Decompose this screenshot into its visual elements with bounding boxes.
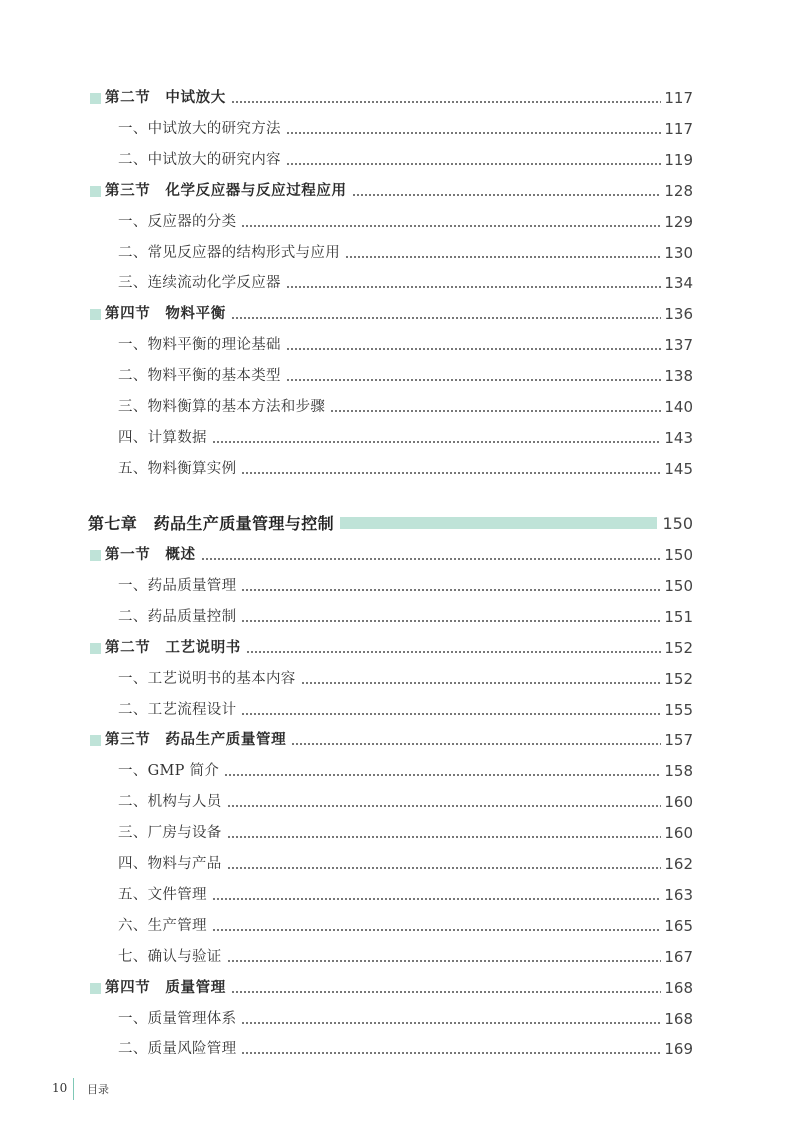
entry-title: 五、物料衡算实例 (118, 460, 237, 477)
entry-page-number: 169 (664, 1040, 693, 1059)
toc-section-entry[interactable] (0, 84, 800, 108)
toc-item-entry[interactable] (0, 1035, 800, 1059)
toc-section-entry[interactable] (0, 634, 800, 658)
toc-item-entry[interactable] (0, 881, 800, 905)
page-footer (0, 1078, 800, 1100)
entry-title: 第四节 质量管理 (105, 978, 226, 996)
entry-title: 第二节 工艺说明书 (105, 638, 241, 656)
dot-leader (201, 558, 662, 560)
dot-leader (227, 867, 662, 869)
toc-item-entry[interactable] (0, 850, 800, 874)
toc-section-entry[interactable] (0, 177, 800, 201)
dot-leader (352, 194, 662, 196)
entry-title: 二、工艺流程设计 (118, 701, 237, 718)
toc-item-entry[interactable] (0, 572, 800, 596)
dot-leader (227, 805, 662, 807)
entry-page-number: 150 (664, 546, 693, 564)
dot-leader (227, 960, 662, 962)
dot-leader (241, 472, 661, 474)
entry-title: 三、物料衡算的基本方法和步骤 (118, 399, 326, 415)
entry-page-number: 155 (664, 700, 693, 719)
folio-number: 10 (52, 1081, 68, 1095)
toc-item-entry[interactable] (0, 819, 800, 843)
entry-title: 第三节 化学反应器与反应过程应用 (105, 181, 347, 199)
entry-title: 三、厂房与设备 (118, 825, 222, 842)
toc-item-entry[interactable] (0, 146, 800, 170)
section-marker-icon (90, 93, 101, 104)
entry-page-number: 160 (664, 793, 693, 812)
entry-title: 五、文件管理 (118, 886, 207, 903)
dot-leader (291, 743, 661, 745)
dot-leader (224, 774, 661, 776)
entry-title: 四、计算数据 (118, 429, 207, 446)
entry-page-number: 145 (664, 459, 693, 478)
entry-page-number: 128 (664, 181, 693, 200)
dot-leader (246, 651, 661, 653)
dot-leader (345, 256, 661, 258)
section-marker-icon (90, 983, 101, 994)
entry-page-number: 151 (664, 607, 693, 626)
entry-page-number: 119 (664, 150, 693, 169)
toc-section-entry[interactable] (0, 541, 800, 565)
entry-page-number: 167 (664, 947, 693, 966)
chapter-page-number: 150 (662, 514, 693, 533)
dot-leader (227, 836, 662, 838)
entry-title: 第一节 概述 (105, 546, 196, 563)
entry-page-number: 129 (664, 212, 693, 231)
section-marker-icon (90, 735, 101, 746)
toc-item-entry[interactable] (0, 788, 800, 812)
dot-leader (286, 348, 662, 350)
entry-page-number: 168 (664, 1009, 693, 1028)
entry-page-number: 150 (664, 576, 693, 595)
dot-leader (231, 991, 662, 993)
entry-page-number: 138 (664, 367, 693, 386)
dot-leader (212, 929, 662, 931)
entry-title: 二、药品质量控制 (118, 608, 237, 625)
entry-page-number: 160 (664, 824, 693, 843)
dot-leader (212, 898, 662, 900)
entry-title: 二、质量风险管理 (118, 1041, 237, 1058)
dot-leader (241, 1022, 661, 1024)
entry-page-number: 163 (664, 885, 693, 904)
dot-leader (330, 410, 661, 412)
entry-title: 二、中试放大的研究内容 (118, 151, 281, 168)
dot-leader (286, 286, 662, 288)
toc-section-entry[interactable] (0, 726, 800, 750)
entry-title: 一、质量管理体系 (118, 1010, 237, 1027)
entry-title: 六、生产管理 (118, 917, 207, 934)
dot-leader (231, 317, 662, 319)
entry-page-number: 117 (664, 89, 693, 107)
entry-title: 一、药品质量管理 (118, 577, 237, 594)
entry-page-number: 143 (664, 428, 693, 447)
toc-section-entry[interactable] (0, 300, 800, 324)
entry-page-number: 168 (664, 978, 693, 997)
entry-title: 一、中试放大的研究方法 (118, 120, 281, 137)
entry-title: 第三节 药品生产质量管理 (105, 731, 287, 749)
entry-page-number: 134 (664, 274, 693, 293)
entry-title: 四、物料与产品 (118, 856, 222, 872)
dot-leader (286, 163, 662, 165)
section-marker-icon (90, 550, 101, 561)
entry-page-number: 158 (664, 762, 693, 781)
section-marker-icon (90, 309, 101, 320)
toc-item-entry[interactable] (0, 1005, 800, 1029)
toc-item-entry[interactable] (0, 696, 800, 720)
entry-title: 第四节 物料平衡 (105, 305, 226, 323)
toc-item-entry[interactable] (0, 269, 800, 293)
toc-item-entry[interactable] (0, 424, 800, 448)
footer-divider (73, 1078, 74, 1100)
running-head: 目录 (87, 1083, 109, 1096)
entry-page-number: 130 (664, 243, 693, 262)
dot-leader (212, 441, 662, 443)
entry-title: 一、反应器的分类 (118, 213, 237, 230)
toc-item-entry[interactable] (0, 757, 800, 781)
entry-page-number: 140 (664, 398, 693, 416)
toc-item-entry[interactable] (0, 331, 800, 355)
toc-item-entry[interactable] (0, 943, 800, 967)
entry-title: 二、机构与人员 (118, 794, 222, 811)
toc-section-entry[interactable] (0, 974, 800, 998)
entry-page-number: 137 (664, 336, 693, 355)
section-marker-icon (90, 643, 101, 654)
entry-title: 二、物料平衡的基本类型 (118, 368, 281, 385)
entry-page-number: 136 (664, 305, 693, 324)
toc-item-entry[interactable] (0, 115, 800, 139)
toc-item-entry[interactable] (0, 239, 800, 263)
entry-page-number: 152 (664, 669, 693, 688)
entry-title: 第二节 中试放大 (105, 89, 226, 106)
entry-title: 三、连续流动化学反应器 (118, 275, 281, 292)
dot-leader (286, 132, 662, 134)
entry-title: 一、GMP 简介 (118, 763, 220, 780)
section-marker-icon (90, 186, 101, 197)
toc-item-entry[interactable] (0, 362, 800, 386)
dot-leader (241, 225, 661, 227)
dot-leader (231, 101, 662, 103)
toc-item-entry[interactable] (0, 455, 800, 479)
entry-title: 一、工艺说明书的基本内容 (118, 670, 296, 687)
chapter-accent-bar (340, 517, 657, 529)
dot-leader (241, 620, 661, 622)
dot-leader (241, 589, 661, 591)
entry-page-number: 117 (664, 119, 693, 138)
entry-title: 一、物料平衡的理论基础 (118, 337, 281, 354)
chapter-heading[interactable] (0, 508, 800, 534)
entry-page-number: 157 (664, 731, 693, 750)
toc-item-entry[interactable] (0, 208, 800, 232)
dot-leader (301, 682, 662, 684)
dot-leader (286, 379, 662, 381)
entry-page-number: 162 (664, 855, 693, 873)
toc-item-entry[interactable] (0, 603, 800, 627)
toc-item-entry[interactable] (0, 665, 800, 689)
chapter-title: 第七章 药品生产质量管理与控制 (88, 514, 335, 533)
dot-leader (241, 713, 661, 715)
toc-item-entry[interactable] (0, 912, 800, 936)
entry-title: 二、常见反应器的结构形式与应用 (118, 244, 340, 261)
dot-leader (241, 1052, 661, 1054)
entry-page-number: 165 (664, 916, 693, 935)
entry-title: 七、确认与验证 (118, 948, 222, 965)
entry-page-number: 152 (664, 638, 693, 657)
toc-item-entry[interactable] (0, 393, 800, 417)
